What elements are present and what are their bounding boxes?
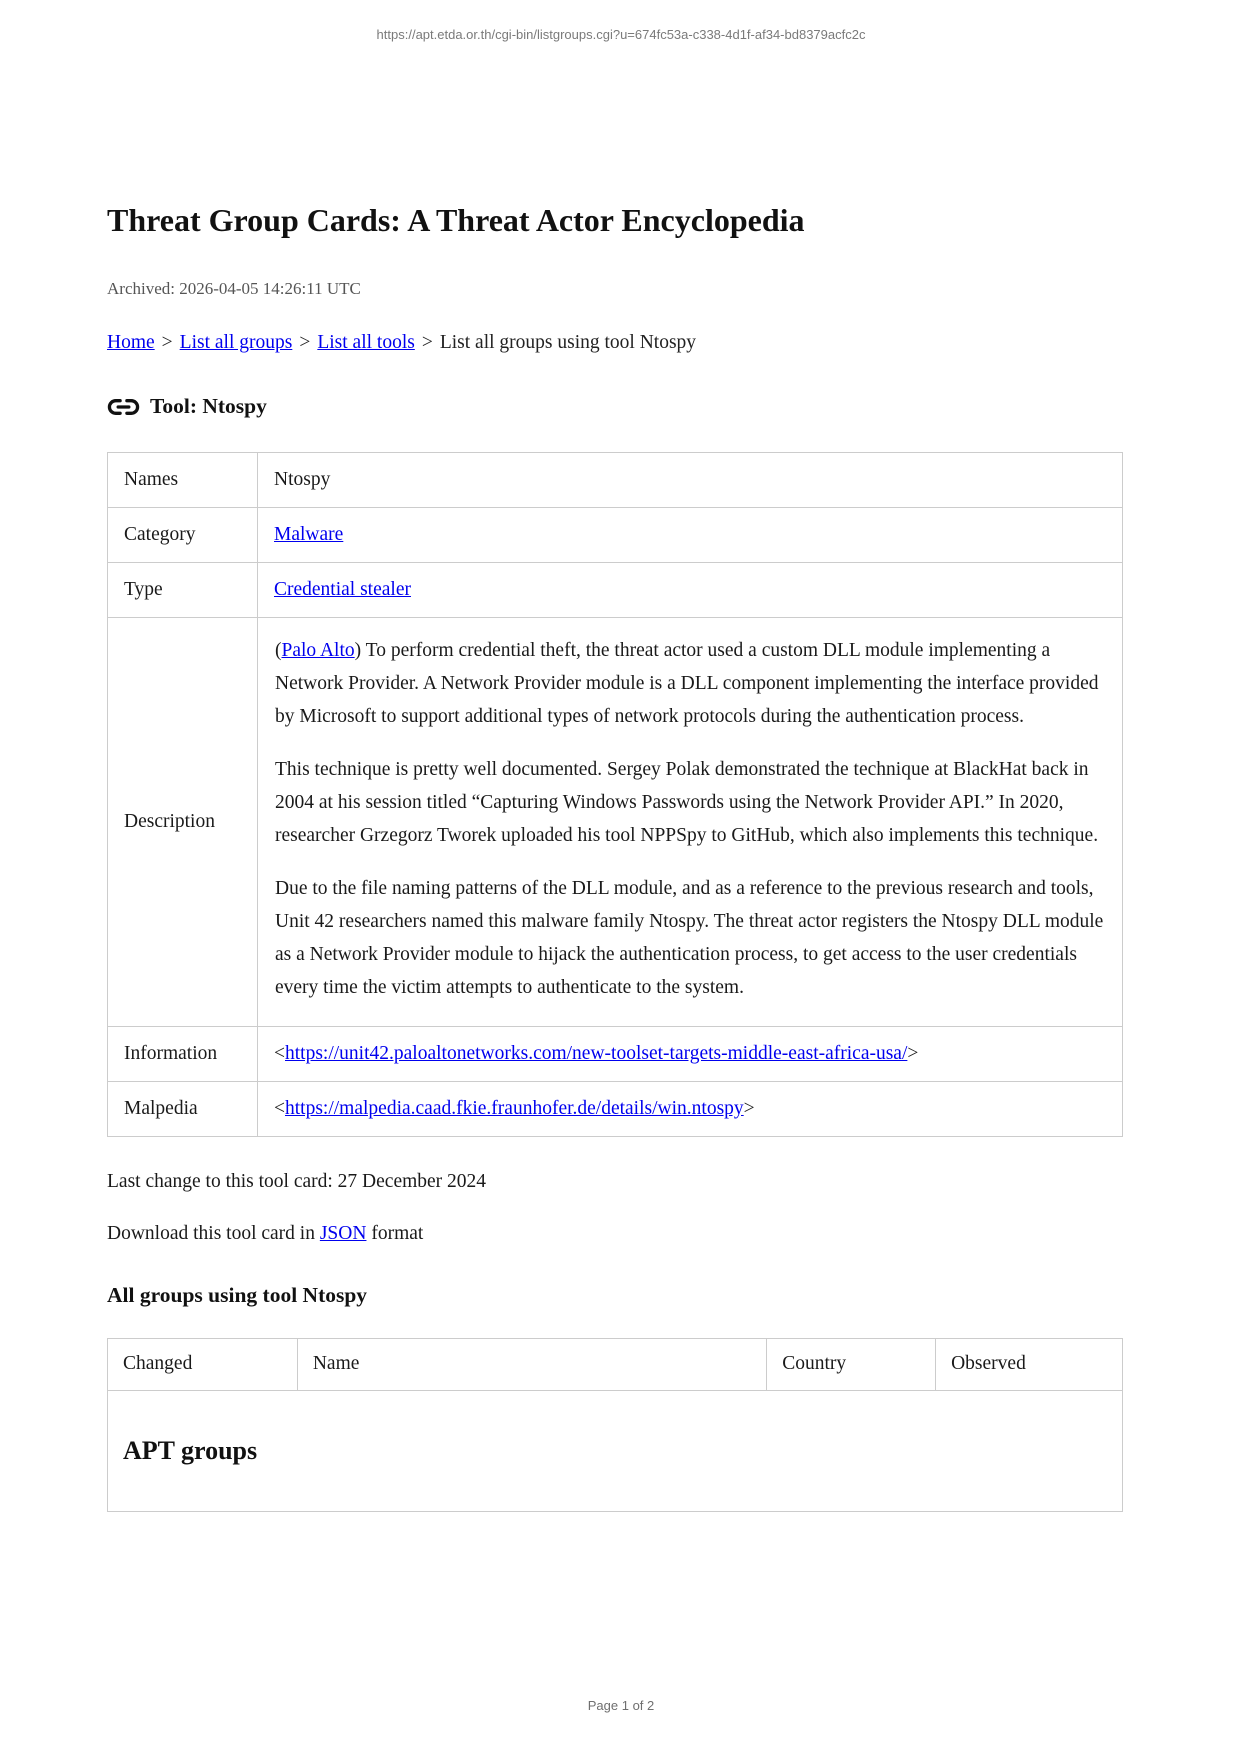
text-fragment: <	[274, 1042, 285, 1064]
palo-alto-link[interactable]: Palo Alto	[281, 639, 355, 661]
malware-category-link[interactable]: Malware	[274, 523, 344, 545]
text-fragment: (	[275, 639, 282, 661]
table-row-information	[108, 1026, 1123, 1081]
row-label: Type	[108, 562, 258, 617]
information-value	[258, 1026, 1123, 1081]
print-footer-page-number: Page 1 of 2	[587, 1698, 655, 1713]
breadcrumb-separator: >	[299, 331, 311, 353]
description-paragraph: Due to the file naming patterns of the DLL module, and as a reference to the previous research and tools, Unit 42 researchers named this malware family Ntospy. The threat actor registers the Ntospy DLL module as a Network Provider module to hijack the authentication process, to get access to the user credentials every time the victim attempts to authenticate to the system.	[275, 877, 1104, 998]
groups-table-header-row	[108, 1338, 1123, 1390]
description-value	[258, 617, 1123, 1026]
breadcrumb-list-all-tools-link[interactable]: List all tools	[317, 331, 415, 353]
table-row-type	[108, 562, 1123, 617]
row-label: Malpedia	[108, 1081, 258, 1136]
tool-card-table	[107, 452, 1123, 1137]
tool-heading	[107, 394, 1123, 420]
malpedia-value	[258, 1081, 1123, 1136]
column-header-observed: Observed	[936, 1338, 1123, 1390]
row-label: Information	[108, 1026, 258, 1081]
apt-groups-section-label: APT groups	[108, 1390, 1123, 1511]
breadcrumb-current: List all groups using tool Ntospy	[439, 331, 697, 353]
text-fragment: <	[274, 1097, 285, 1119]
link-icon	[107, 394, 140, 420]
groups-table	[107, 1338, 1123, 1512]
table-row-category	[108, 507, 1123, 562]
breadcrumb-list-all-groups-link[interactable]: List all groups	[179, 331, 293, 353]
description-paragraph: This technique is pretty well documented. Sergey Polak demonstrated the technique at BlackHat back in 2004 at his session titled “Capturing Windows Passwords using the Network Provider API.” In 2020, researcher Grzegorz Tworek uploaded his tool NPPSpy to GitHub, which also implements this technique.	[275, 758, 1099, 846]
archived-timestamp: Archived: 2026-04-05 14:26:11 UTC	[107, 278, 361, 298]
row-label: Category	[108, 507, 258, 562]
category-value	[258, 507, 1123, 562]
text-fragment: format	[366, 1222, 424, 1244]
page-title: Threat Group Cards: A Threat Actor Encyclopedia	[107, 202, 805, 238]
table-row-description	[108, 617, 1123, 1026]
text-fragment: >	[907, 1042, 919, 1064]
row-label: Names	[108, 452, 258, 507]
json-download-link[interactable]: JSON	[319, 1222, 367, 1244]
names-value: Ntospy	[258, 452, 1123, 507]
text-fragment: Download this tool card in	[107, 1222, 320, 1244]
breadcrumb-separator: >	[421, 331, 433, 353]
groups-table-section-row	[108, 1390, 1123, 1511]
column-header-changed: Changed	[108, 1338, 298, 1390]
print-header-url: https://apt.etda.or.th/cgi-bin/listgroups.cgi?u=674fc53a-c338-4d1f-af34-bd8379acfc2c	[376, 27, 866, 42]
table-row-names	[108, 452, 1123, 507]
breadcrumb	[107, 332, 1123, 354]
table-row-malpedia	[108, 1081, 1123, 1136]
column-header-country: Country	[767, 1338, 936, 1390]
groups-heading: All groups using tool Ntospy	[107, 1282, 368, 1307]
text-fragment: >	[743, 1097, 755, 1119]
description-paragraph	[275, 634, 1105, 733]
tool-heading-label: Tool: Ntospy	[150, 394, 267, 419]
malpedia-url-link[interactable]: https://malpedia.caad.fkie.fraunhofer.de/details/win.ntospy	[285, 1097, 744, 1119]
credential-stealer-type-link[interactable]: Credential stealer	[274, 578, 411, 600]
type-value	[258, 562, 1123, 617]
row-label: Description	[108, 617, 258, 1026]
column-header-name: Name	[297, 1338, 766, 1390]
last-change-note: Last change to this tool card: 27 December 2024	[107, 1170, 487, 1192]
breadcrumb-home-link[interactable]: Home	[107, 331, 155, 353]
page-content	[107, 0, 1123, 1512]
breadcrumb-separator: >	[161, 331, 173, 353]
download-note	[107, 1223, 1123, 1245]
text-fragment: ) To perform credential theft, the threat actor used a custom DLL module implementing a Network Provider. A Network Provider module is a DLL component implementing the interface provided by Microsoft to support additional types of network protocols during the authentication process.	[275, 639, 1099, 727]
information-url-link[interactable]: https://unit42.paloaltonetworks.com/new-toolset-targets-middle-east-africa-usa/	[285, 1042, 908, 1064]
